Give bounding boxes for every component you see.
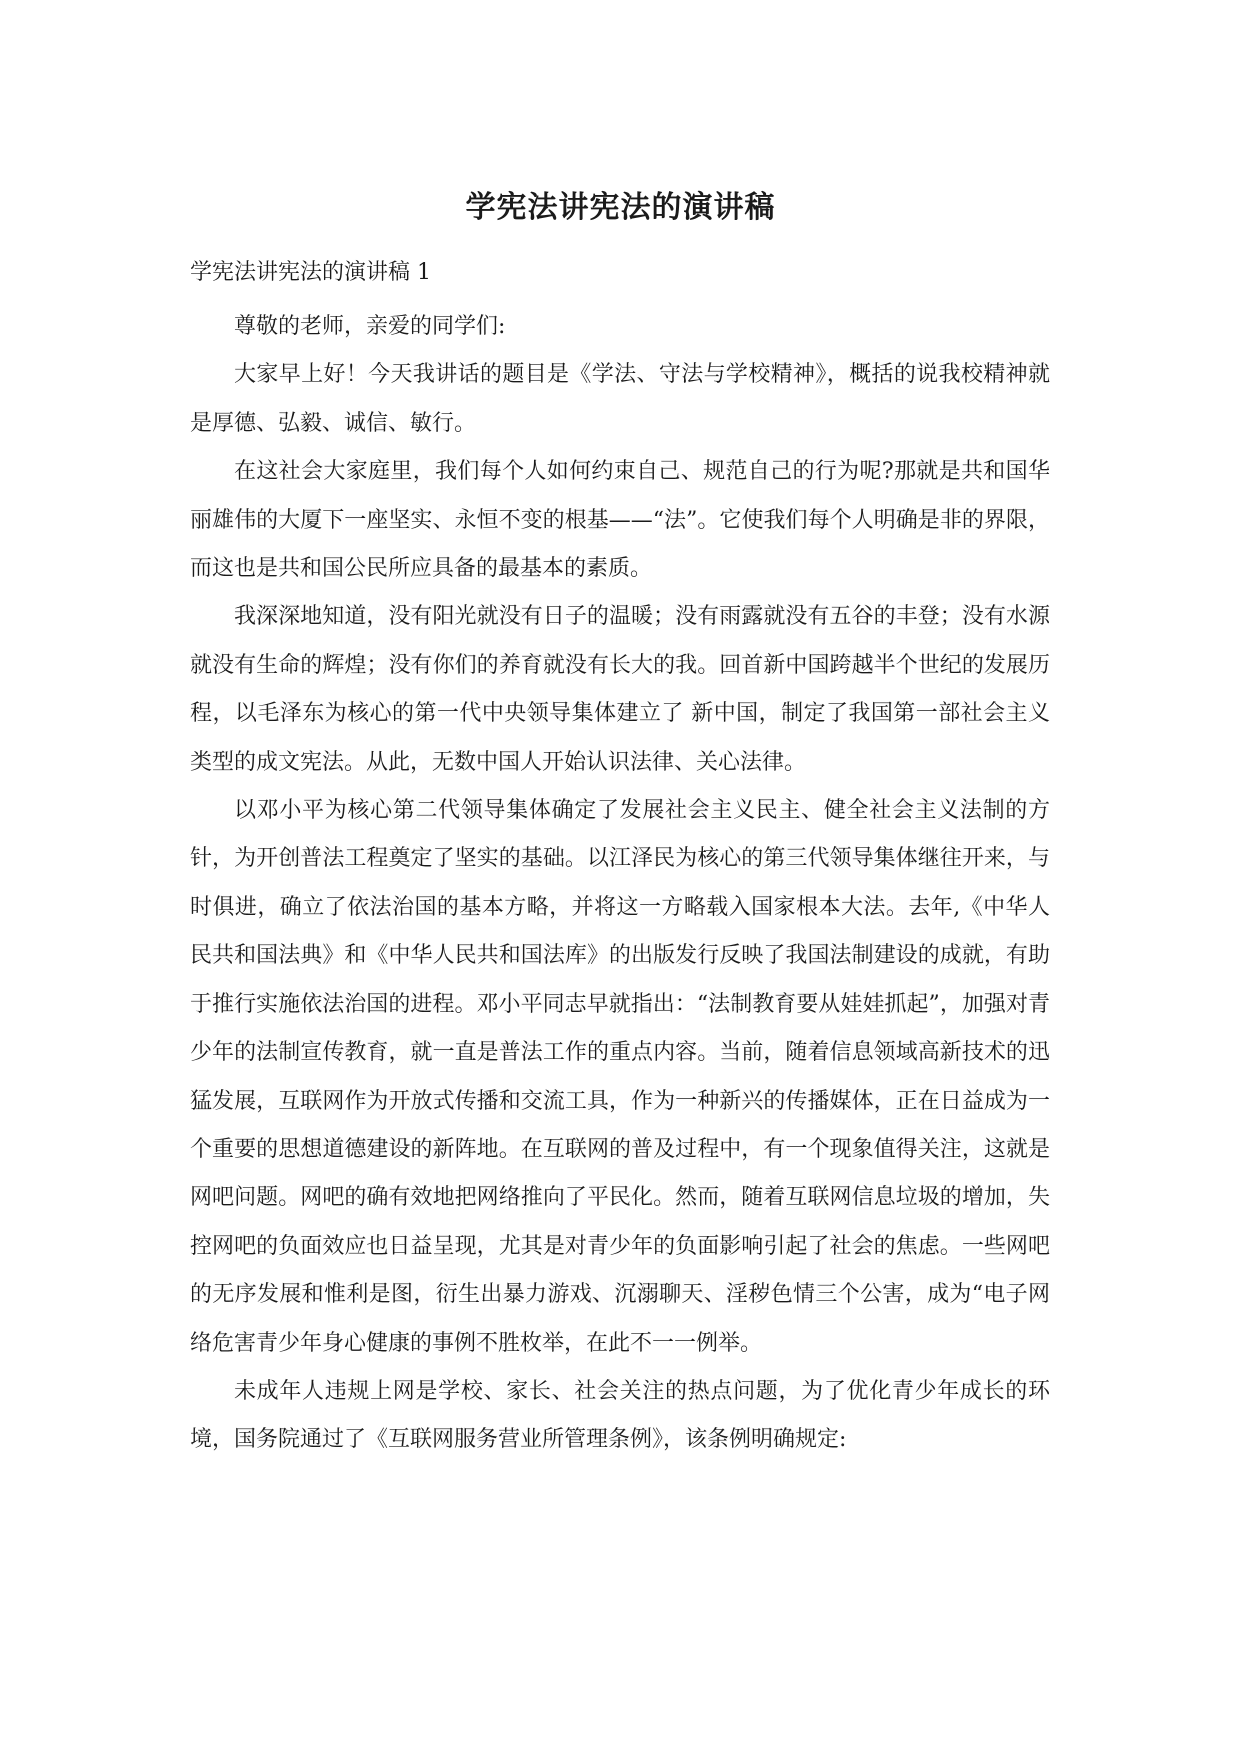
paragraph-topic: 大家早上好！今天我讲话的题目是《学法、守法与学校精神》，概括的说我校精神就是厚德、弘毅、诚信、敏行。	[190, 362, 1050, 436]
paragraph-legal-education: 以邓小平为核心第二代领导集体确定了发展社会主义民主、健全社会主义法制的方针，为开创普法工程奠定了坚实的基础。以江泽民为核心的第三代领导集体继往开来，与时俱进，确立了依法治国的基本方略，并将这一方略载入国家根本大法。去年,《中华人民共和国法典》和《中华人民共和国法库》的出版发行反映了我国法制建设的成就，有助于推行实施依法治国的进程。邓小平同志早就指出：“法制教育要从娃娃抓起”，加强对青少年的法制宣传教育，就一直是普法工作的重点内容。当前，随着信息领域高新技术的迅猛发展，互联网作为开放式传播和交流工具，作为一种新兴的传播媒体，正在日益成为一个重要的思想道德建设的新阵地。在互联网的普及过程中，有一个现象值得关注，这就是网吧问题。网吧的确有效地把网络推向了平民化。然而，随着互联网信息垃圾的增加，失控网吧的负面效应也日益呈现，尤其是对青少年的负面影响引起了社会的焦虑。一些网吧的无序发展和惟利是图，衍生出暴力游戏、沉溺聊天、淫秽色情三个公害，成为“电子网络危害青少年身心健康的事例不胜枚举，在此不一一例举。	[190, 798, 1050, 1356]
document-title: 学宪法讲宪法的演讲稿	[465, 190, 776, 225]
paragraph-law-foundation: 在这社会大家庭里，我们每个人如何约束自己、规范自己的行为呢?那就是共和国华丽雄伟的大厦下一座坚实、永恒不变的根基——“法”。它使我们每个人明确是非的界限，而这也是共和国公民所应具备的最基本的素质。	[190, 459, 1050, 582]
paragraph-greeting: 尊敬的老师，亲爱的同学们:	[234, 314, 506, 339]
document-subtitle: 学宪法讲宪法的演讲稿 1	[190, 260, 431, 285]
document-body	[190, 303, 1050, 1465]
paragraph-regulation: 未成年人违规上网是学校、家长、社会关注的热点问题，为了优化青少年成长的环境，国务院通过了《互联网服务营业所管理条例》，该条例明确规定:	[190, 1378, 1050, 1453]
paragraph-history: 我深深地知道，没有阳光就没有日子的温暖；没有雨露就没有五谷的丰登；没有水源就没有生命的辉煌；没有你们的养育就没有长大的我。回首新中国跨越半个世纪的发展历程，以毛泽东为核心的第一代中央领导集体建立了 新中国，制定了我国第一部社会主义类型的成文宪法。从此，无数中国人开始认识法律、关心法律。	[190, 604, 1050, 775]
